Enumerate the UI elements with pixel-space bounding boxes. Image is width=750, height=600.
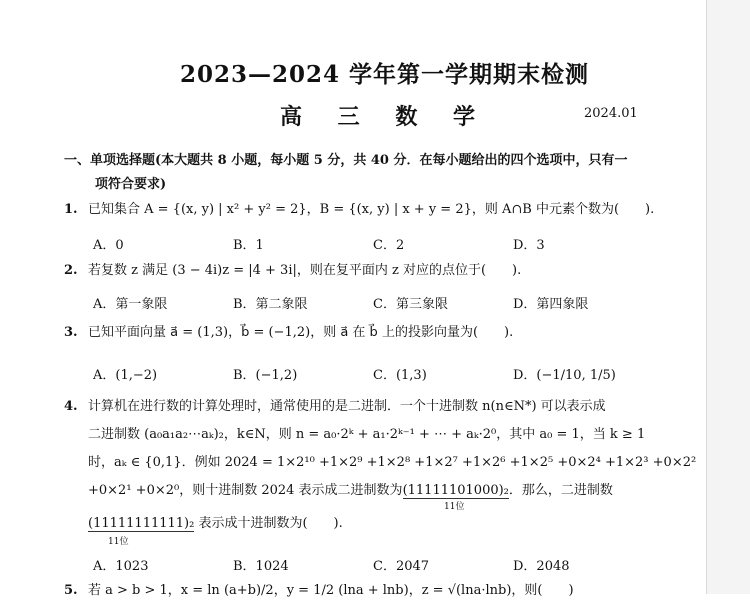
- exam-date: 2024.01: [584, 106, 638, 121]
- q1-option-a: A．0: [93, 238, 124, 253]
- q3-option-c: C．(1,3): [373, 368, 427, 383]
- q4-option-a: A．1023: [93, 559, 149, 574]
- page-title: 2023—2024 学年第一学期期末检测: [179, 61, 590, 88]
- q1-text: 已知集合 A = {(x, y) | x² + y² = 2}，B = {(x, y) | x + y = 2}，则 A∩B 中元素个数为( ).: [88, 202, 655, 217]
- q3-number: 3.: [64, 325, 78, 340]
- q4-binary-2024: (11111101000)₂: [402, 483, 509, 498]
- page-subtitle: 高 三 数 学: [280, 104, 489, 130]
- left-margin: [0, 0, 64, 594]
- q1-number: 1.: [64, 202, 78, 217]
- q4-option-b: B．1024: [233, 559, 289, 574]
- q1-option-d: D．3: [513, 238, 545, 253]
- q4-option-c: C．2047: [373, 559, 430, 574]
- q4-line1: 计算机在进行数的计算处理时，通常使用的是二进制．一个十进制数 n(n∈N*) 可以表示成: [88, 399, 606, 414]
- q4-line5-tail: 表示成十进制数为( ).: [194, 516, 343, 531]
- q2-text: 若复数 z 满足 (3 − 4i)z = |4 + 3i|，则在复平面内 z 对应的点位于( ).: [88, 263, 522, 278]
- q2-option-b: B．第二象限: [233, 297, 308, 312]
- q2-option-d: D．第四象限: [513, 297, 589, 312]
- q1-option-b: B．1: [233, 238, 264, 253]
- q5-number: 5.: [64, 583, 78, 598]
- q3-option-a: A．(1,−2): [93, 368, 158, 383]
- q4-option-d: D．2048: [513, 559, 570, 574]
- q4-line5: [88, 515, 343, 533]
- q4-line4: [88, 482, 613, 500]
- q1-option-c: C．2: [373, 238, 405, 253]
- q2-number: 2.: [64, 263, 78, 278]
- q3-option-b: B．(−1,2): [233, 368, 298, 383]
- q4-line4-tail: ．那么，二进制数: [508, 483, 613, 498]
- section-heading: 一、单项选择题(本大题共 8 小题，每小题 5 分，共 40 分．在每小题给出的四个选项中，只有一: [64, 153, 628, 168]
- q5-text: 若 a > b > 1，x = ln (a+b)/2，y = 1/2 (lna + lnb)，z = √(lna·lnb)，则( ): [88, 583, 574, 598]
- q4-line3: 时，aₖ ∈ {0,1}．例如 2024 = 1×2¹⁰ +1×2⁹ +1×2⁸ +1×2⁷ +1×2⁶ +1×2⁵ +0×2⁴ +1×2³ +0×2²: [88, 455, 697, 470]
- q4-brace-label-2: 11位: [108, 537, 129, 547]
- section-heading-cont: 项符合要求): [95, 177, 167, 192]
- document-page: [64, 0, 705, 598]
- q4-number: 4.: [64, 399, 78, 414]
- q2-option-c: C．第三象限: [373, 297, 448, 312]
- q4-line4-text: +0×2¹ +0×2⁰，则十进制数 2024 表示成二进制数为: [88, 483, 403, 498]
- q3-option-d: D．(−1/10, 1/5): [513, 368, 616, 383]
- q2-option-a: A．第一象限: [93, 297, 168, 312]
- q4-line2: 二进制数 (a₀a₁a₂⋯aₖ)₂，k∈N，则 n = a₀·2ᵏ + a₁·2ᵏ⁻¹ + ⋯ + aₖ·2⁰，其中 a₀ = 1，当 k ≥ 1: [88, 427, 646, 442]
- q4-binary-question: (11111111111)₂: [88, 516, 195, 531]
- q4-brace-label: 11位: [444, 502, 465, 512]
- viewer-scroll-area[interactable]: [706, 0, 750, 594]
- q3-text: 已知平面向量 a⃗ = (1,3)，b⃗ = (−1,2)，则 a⃗ 在 b⃗ 上的投影向量为( ).: [88, 325, 514, 340]
